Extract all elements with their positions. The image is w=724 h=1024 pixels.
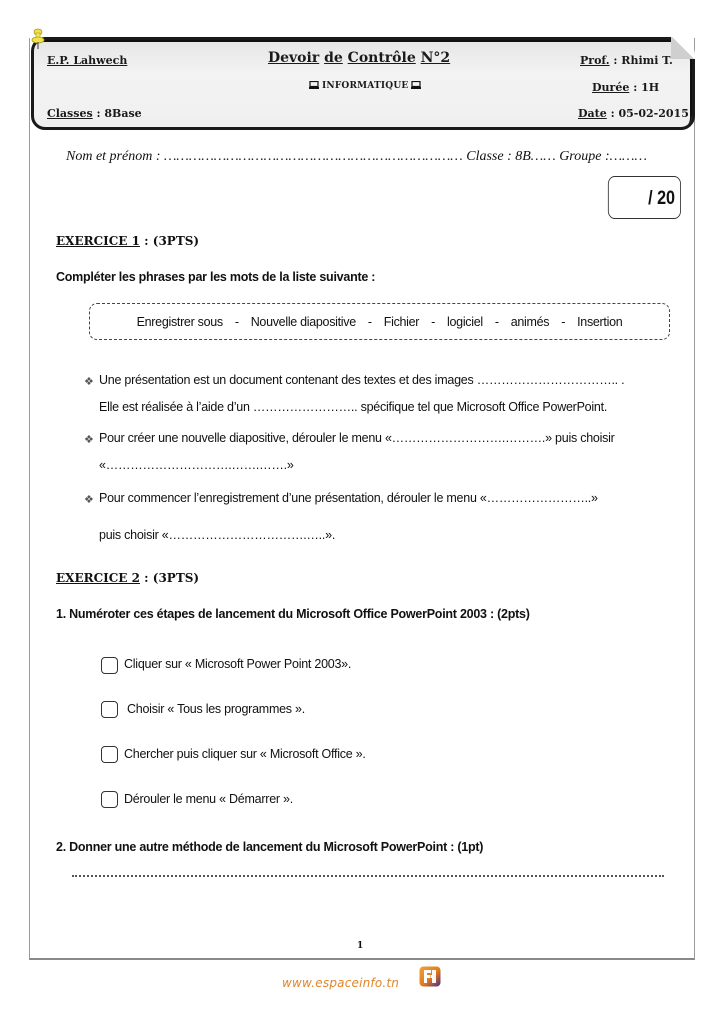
word-separator: - [234, 314, 239, 329]
word-item: Nouvelle diapositive [250, 314, 356, 329]
step-number-box[interactable] [101, 701, 118, 718]
step-label: Dérouler le menu « Démarrer ». [124, 792, 293, 806]
diamond-bullet-icon: ❖ [84, 494, 94, 506]
score-box: / 20 [608, 176, 681, 219]
word-separator: - [367, 314, 372, 329]
word-item: animés [510, 314, 550, 329]
word-item: Enregistrer sous [136, 314, 223, 329]
classes-info: Classes : 8Base [47, 107, 142, 120]
word-item: Fichier [383, 314, 420, 329]
fill-in-sentence[interactable]: Une présentation est un document contenant des textes et des images …………………………….. . [99, 373, 625, 387]
page-title: Devoir de Contrôle N°2 [268, 50, 451, 66]
answer-dotted-line[interactable] [72, 867, 664, 877]
footer-website-link[interactable]: www.espaceinfo.tn [282, 976, 400, 990]
diamond-bullet-icon: ❖ [84, 376, 94, 388]
fill-in-sentence[interactable]: «………………………….…….…….» [99, 458, 294, 472]
duration-info: Durée : 1H [592, 81, 660, 94]
subject-label: INFORMATIQUE [306, 81, 424, 91]
word-separator: - [494, 314, 499, 329]
question-1: 1. Numéroter ces étapes de lancement du Microsoft Office PowerPoint 2003 : (2pts) [56, 607, 530, 621]
step-label: Choisir « Tous les programmes ». [127, 702, 305, 716]
computer-icon [411, 81, 421, 89]
student-info-line[interactable]: Nom et prénom : ……………………………………………………………… Classe : 8B…… Groupe :……… [66, 149, 647, 164]
diamond-bullet-icon: ❖ [84, 434, 94, 446]
exercise-1-title: EXERCICE 1 : (3PTS) [56, 234, 200, 248]
espaceinfo-logo-icon [419, 966, 441, 987]
fill-in-sentence[interactable]: Elle est réalisée à l’aide d’un …………………….. spécifique tel que Microsoft Office PowerPoint. [99, 400, 608, 414]
question-2: 2. Donner une autre méthode de lancement du Microsoft PowerPoint : (1pt) [56, 840, 484, 854]
page-number: 1 [357, 941, 364, 951]
fill-in-sentence[interactable]: puis choisir «…………………………….…..». [99, 528, 336, 542]
computer-icon [309, 81, 319, 89]
exercise-2-title: EXERCICE 2 : (3PTS) [56, 571, 200, 585]
word-item: Insertion [577, 314, 623, 329]
fill-in-sentence[interactable]: Pour commencer l’enregistrement d’une présentation, dérouler le menu «……………………..» [99, 491, 598, 505]
step-number-box[interactable] [101, 657, 118, 674]
school-name: E.P. Lahwech [47, 54, 128, 67]
word-separator: - [431, 314, 436, 329]
step-number-box[interactable] [101, 746, 118, 763]
word-item: logiciel [447, 314, 483, 329]
step-label: Cliquer sur « Microsoft Power Point 2003». [124, 657, 352, 671]
step-label: Chercher puis cliquer sur « Microsoft Office ». [124, 747, 366, 761]
step-number-box[interactable] [101, 791, 118, 808]
exercise-1-instruction: Compléter les phrases par les mots de la liste suivante : [56, 270, 376, 284]
word-list-box [89, 303, 670, 340]
date-info: Date : 05-02-2015 [578, 107, 689, 120]
pushpin-icon [31, 28, 45, 50]
prof-info: Prof. : Rhimi T. [580, 54, 673, 67]
word-separator: - [561, 314, 566, 329]
fill-in-sentence[interactable]: Pour créer une nouvelle diapositive, dérouler le menu «……………………….……….» puis choisir [99, 431, 615, 445]
